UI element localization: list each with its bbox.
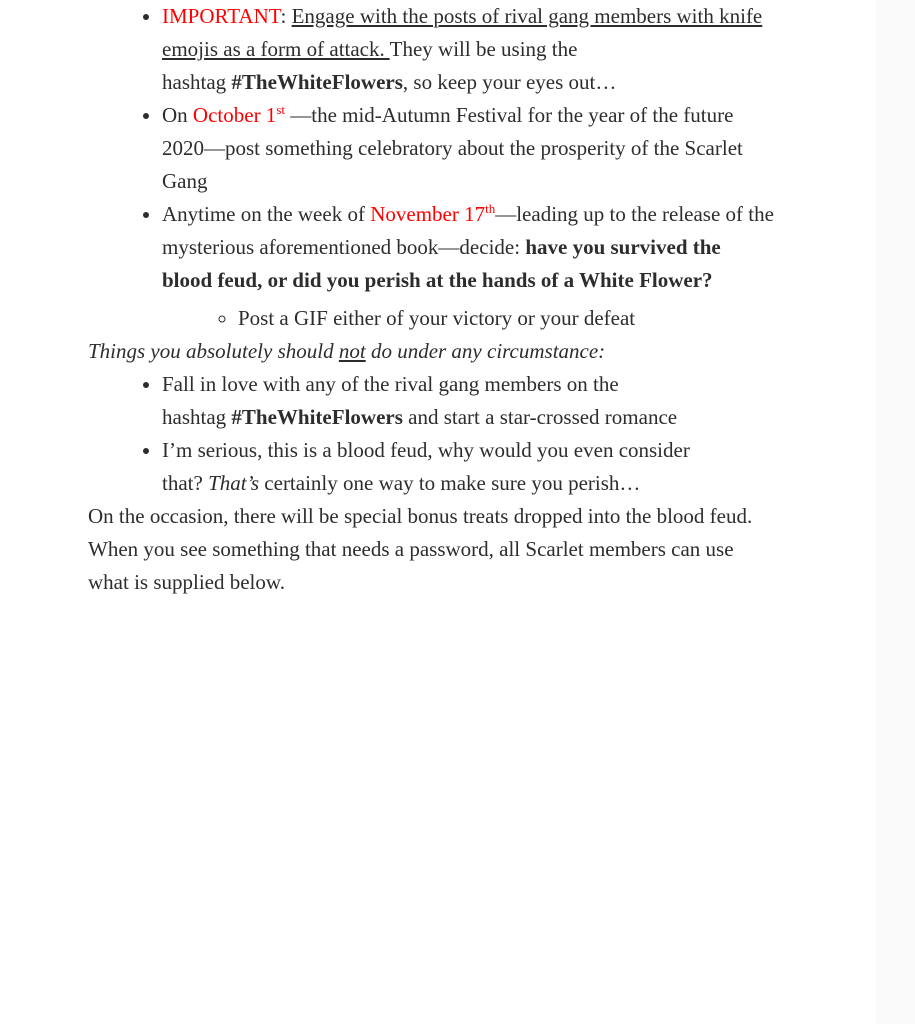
bullet-fall-in-love xyxy=(162,368,876,434)
bullet-im-serious xyxy=(162,434,876,500)
bullet-list-im-serious xyxy=(0,434,915,500)
bullet-list-november xyxy=(0,198,915,335)
bullet-im-serious-text: I’m serious, this is a blood feud, why would you even consider that? That’s certainly one way to make sure you perish… xyxy=(162,438,690,495)
page-gutter xyxy=(876,0,915,1024)
sub-bullet-list xyxy=(162,302,876,335)
bullet-october-1-text: On October 1st —the mid-Autumn Festival for the year of the future 2020—post something celebratory about the prosperity of the Scarlet Gang xyxy=(162,102,743,193)
sub-bullet-gif xyxy=(238,302,858,335)
bullet-list-october xyxy=(0,99,915,198)
sub-bullet-gif-text: Post a GIF either of your victory or your defeat xyxy=(238,306,636,330)
bullet-october-1 xyxy=(162,99,876,198)
bullet-november-17 xyxy=(162,198,876,335)
bullet-important xyxy=(162,0,876,99)
bullet-november-17-text: Anytime on the week of November 17th—leading up to the release of the mysterious aforementioned book—decide: have you survived the blood feud, or did you perish at the hands of a White Flower? xyxy=(162,201,774,292)
paragraph-donts-intro: Things you absolutely should not do under any circumstance: xyxy=(88,339,606,363)
bullet-important-text: IMPORTANT: Engage with the posts of rival gang members with knife emojis as a form of attack. They will be using the hashtag #TheWhiteFlowers, so keep your eyes out… xyxy=(162,4,763,94)
bullet-fall-in-love-text: Fall in love with any of the rival gang members on the hashtag #TheWhiteFlowers and start a star-crossed romance xyxy=(162,372,678,429)
bullet-list-important xyxy=(0,0,915,99)
bullet-list-fall-in-love xyxy=(0,368,915,434)
paragraph-bonus-treats: On the occasion, there will be special bonus treats dropped into the blood feud. When you see something that needs a password, all Scarlet members can use what is supplied below. xyxy=(88,504,753,594)
